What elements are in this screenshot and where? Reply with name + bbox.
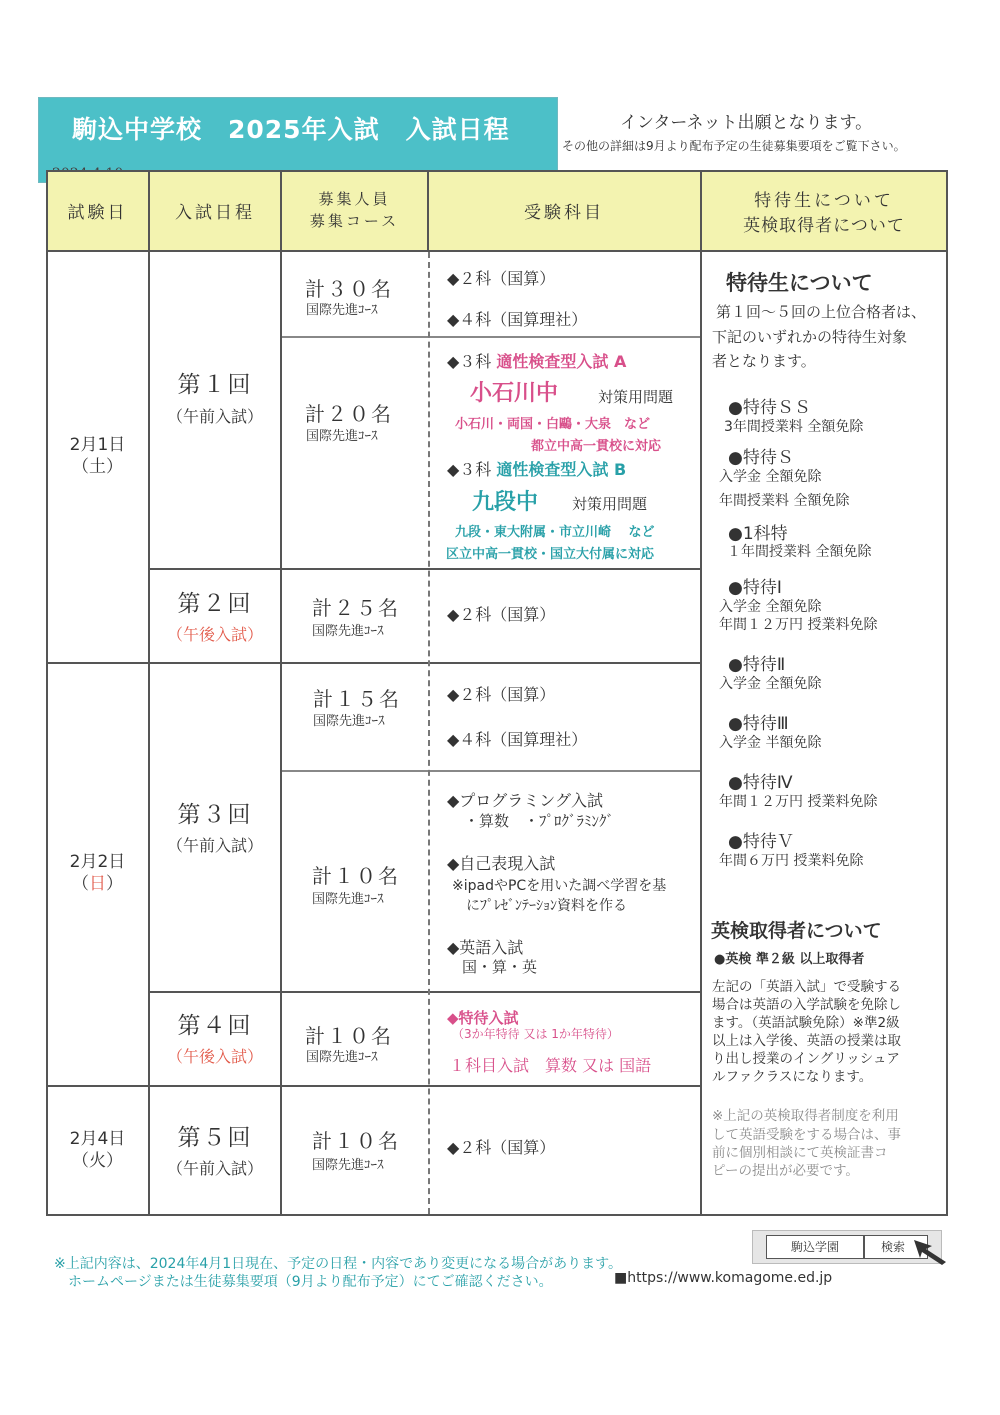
subject-two-r3: ◆２科（国算） xyxy=(447,685,556,704)
tokutai-3: ●特待Ⅲ xyxy=(728,714,789,734)
course-1a: 国際先進ｺｰｽ xyxy=(306,303,378,318)
header-subjects: 受験科目 xyxy=(524,203,604,223)
course-4: 国際先進ｺｰｽ xyxy=(306,1050,378,1065)
tokutai-3-desc: 入学金 半額免除 xyxy=(719,735,822,751)
capacity-4: 計１０名 xyxy=(305,1024,393,1048)
tokutai-5-desc: 年間６万円 授業料免除 xyxy=(719,853,864,869)
subject-two: ◆２科（国算） xyxy=(447,269,556,288)
row-divider xyxy=(149,991,700,993)
capacity-1a: 計３０名 xyxy=(305,277,393,301)
column-divider xyxy=(700,170,702,1216)
details-notice: その他の詳細は9月より配布予定の生徒募集要項をご覧下さい。 xyxy=(562,139,906,153)
eiken-text-1: 左記の「英語入試」で受験する xyxy=(712,979,901,995)
date-feb4-dow: （火） xyxy=(72,1151,123,1171)
search-input[interactable]: 駒込学園 xyxy=(766,1235,864,1259)
subject-english: ◆英語入試 xyxy=(447,938,524,957)
eiken-text-2: 場合は英語の入学試験を免除し xyxy=(712,997,901,1013)
capacity-5: 計１０名 xyxy=(312,1129,400,1153)
course-3b: 国際先進ｺｰｽ xyxy=(312,892,384,907)
eiken-text-5: り出し授業のイングリッシュア xyxy=(712,1051,900,1067)
subject-tokutai-sub: （3か年特待 又は 1か年特待） xyxy=(452,1027,619,1041)
round-2: 第２回 xyxy=(177,591,253,617)
capacity-3a: 計１５名 xyxy=(313,687,401,711)
tokutai-2: ●特待Ⅱ xyxy=(728,655,786,675)
row-divider xyxy=(281,770,700,772)
kudan-schools: 九段・東大附属・市立川崎 など xyxy=(455,525,655,540)
row-divider xyxy=(149,568,700,570)
round-3-type: （午前入試） xyxy=(166,836,263,855)
tokutai-1-desc-2: 年間１２万円 授業料免除 xyxy=(719,617,878,633)
eiken-note-1: ※上記の英検取得者制度を利用 xyxy=(712,1108,899,1124)
table-border-left xyxy=(46,170,48,1216)
round-5-type: （午前入試） xyxy=(166,1159,263,1178)
date-feb2: 2月2日 xyxy=(69,852,126,872)
subject-self-expression-sub2: にﾌﾟﾚｾﾞﾝﾃｰｼｮﾝ資料を作る xyxy=(466,898,627,914)
table-border-top xyxy=(46,170,948,172)
header-schedule: 入試日程 xyxy=(175,203,255,223)
date-feb4: 2月4日 xyxy=(69,1129,126,1149)
eiken-text-4: 以上は入学後、英語の授業は取 xyxy=(712,1033,901,1049)
subject-programming: ◆プログラミング入試 xyxy=(447,791,603,810)
tokutai-4: ●特待Ⅳ xyxy=(728,773,793,793)
search-button[interactable]: 検索 xyxy=(864,1235,928,1259)
koishikawa-label: 小石川中 xyxy=(470,381,559,406)
subject-self-expression-sub1: ※ipadやPCを用いた調べ学習を基 xyxy=(452,878,667,894)
table-header-divider xyxy=(46,250,948,252)
tokutai-1-desc-1: 入学金 全額免除 xyxy=(719,599,822,615)
tokutai-5: ●特待Ｖ xyxy=(728,832,794,852)
special-intro-3: 者となります。 xyxy=(712,352,816,370)
row-divider xyxy=(46,1085,700,1087)
footer-note-2: ホームページまたは生徒募集要項（9月より配布予定）にてご確認ください。 xyxy=(68,1274,553,1290)
eiken-requirement: ●英検 準２級 以上取得者 xyxy=(714,952,865,967)
date-feb1-dow: （土） xyxy=(72,457,123,477)
koishikawa-taisaku: 対策用問題 xyxy=(598,388,674,406)
header-special-students: 特待生について xyxy=(754,191,894,211)
internet-application-notice: インターネット出願となります。 xyxy=(620,113,873,133)
course-2: 国際先進ｺｰｽ xyxy=(312,624,384,639)
tokutai-s-desc-2: 年間授業料 全額免除 xyxy=(719,493,850,509)
tokutai-one-subject-desc: １年間授業料 全額免除 xyxy=(727,544,872,560)
eiken-note-4: ピーの提出が必要です。 xyxy=(712,1163,859,1179)
row-divider xyxy=(46,662,700,664)
cursor-arrow-icon xyxy=(912,1238,950,1266)
subject-two-r2: ◆２科（国算） xyxy=(447,605,556,624)
tokutai-s-desc-1: 入学金 全額免除 xyxy=(719,469,822,485)
kudan-label: 九段中 xyxy=(472,490,539,515)
header-eiken: 英検取得者について xyxy=(743,216,905,236)
tokutai-2-desc: 入学金 全額免除 xyxy=(719,676,822,692)
koishikawa-schools: 小石川・両国・白鷗・大泉 など xyxy=(455,417,651,432)
date-feb1: 2月1日 xyxy=(69,435,126,455)
header-course: 募集コース xyxy=(309,212,400,230)
table-border-bottom xyxy=(46,1214,948,1216)
header-capacity: 募集人員 xyxy=(318,190,391,208)
header-exam-date: 試験日 xyxy=(67,203,128,223)
tokutai-1: ●特待Ⅰ xyxy=(728,578,782,598)
column-divider-dashed xyxy=(428,252,430,1214)
date-feb2-dow: （日） xyxy=(72,874,123,894)
subject-three-a: ◆３科 適性検査型入試 A xyxy=(447,352,627,371)
tokutai-ss-desc: 3年間授業料 全額免除 xyxy=(724,419,864,435)
eiken-note-3: 前に個別相談にて英検証書コ xyxy=(712,1145,888,1161)
capacity-1b: 計２０名 xyxy=(305,402,393,426)
footer-note-1: ※上記内容は、2024年4月1日現在、予定の日程・内容であり変更になる場合があります。 xyxy=(54,1256,623,1272)
tokutai-4-desc: 年間１２万円 授業料免除 xyxy=(719,794,878,810)
capacity-2: 計２５名 xyxy=(312,596,400,620)
subject-one-subject: １科目入試 算数 又は 国語 xyxy=(449,1056,652,1075)
kudan-target: 区立中高一貫校・国立大付属に対応 xyxy=(446,547,655,562)
round-2-type: （午後入試） xyxy=(166,625,263,644)
subject-three-b: ◆３科 適性検査型入試 B xyxy=(447,460,627,479)
page-title: 駒込中学校 2025年入試 入試日程 xyxy=(72,115,510,144)
subject-two-r5: ◆２科（国算） xyxy=(447,1138,556,1157)
subject-english-sub: 国・算・英 xyxy=(462,958,538,976)
round-1-type: （午前入試） xyxy=(166,407,263,426)
subject-programming-sub: ・算数 ・ﾌﾟﾛｸﾞﾗﾐﾝｸﾞ xyxy=(464,812,615,830)
special-heading: 特待生について xyxy=(726,271,873,295)
koishikawa-target: 都立中高一貫校に対応 xyxy=(531,439,662,454)
round-1: 第１回 xyxy=(177,372,253,398)
subject-four-r3: ◆４科（国算理社） xyxy=(447,730,588,749)
capacity-3b: 計１０名 xyxy=(312,864,400,888)
round-4-type: （午後入試） xyxy=(166,1047,263,1066)
eiken-note-2: して英語受験をする場合は、事 xyxy=(712,1127,901,1143)
tokutai-s: ●特待Ｓ xyxy=(728,448,794,468)
subject-tokutai: ◆特待入試 xyxy=(447,1009,519,1027)
round-5: 第５回 xyxy=(177,1125,253,1151)
special-intro-1: 第１回～５回の上位合格者は、 xyxy=(716,303,927,321)
subject-self-expression: ◆自己表現入試 xyxy=(447,854,556,873)
course-5: 国際先進ｺｰｽ xyxy=(312,1158,384,1173)
kudan-taisaku: 対策用問題 xyxy=(572,495,648,513)
tokutai-ss: ●特待ＳＳ xyxy=(728,398,811,418)
eiken-heading: 英検取得者について xyxy=(711,920,882,942)
round-3: 第３回 xyxy=(177,802,253,828)
course-3a: 国際先進ｺｰｽ xyxy=(313,714,385,729)
row-divider xyxy=(281,336,700,338)
table-border-right xyxy=(946,170,948,1216)
special-intro-2: 下記のいずれかの特待生対象 xyxy=(712,328,908,346)
eiken-text-3: ます。（英語試験免除）※準2級 xyxy=(712,1015,900,1031)
eiken-text-6: ルファクラスになります。 xyxy=(712,1069,873,1085)
course-1b: 国際先進ｺｰｽ xyxy=(306,429,378,444)
round-4: 第４回 xyxy=(177,1013,253,1039)
tokutai-one-subject: ●1科特 xyxy=(728,524,788,544)
website-url[interactable]: ■https://www.komagome.ed.jp xyxy=(614,1270,833,1286)
subject-four: ◆４科（国算理社） xyxy=(447,310,588,329)
